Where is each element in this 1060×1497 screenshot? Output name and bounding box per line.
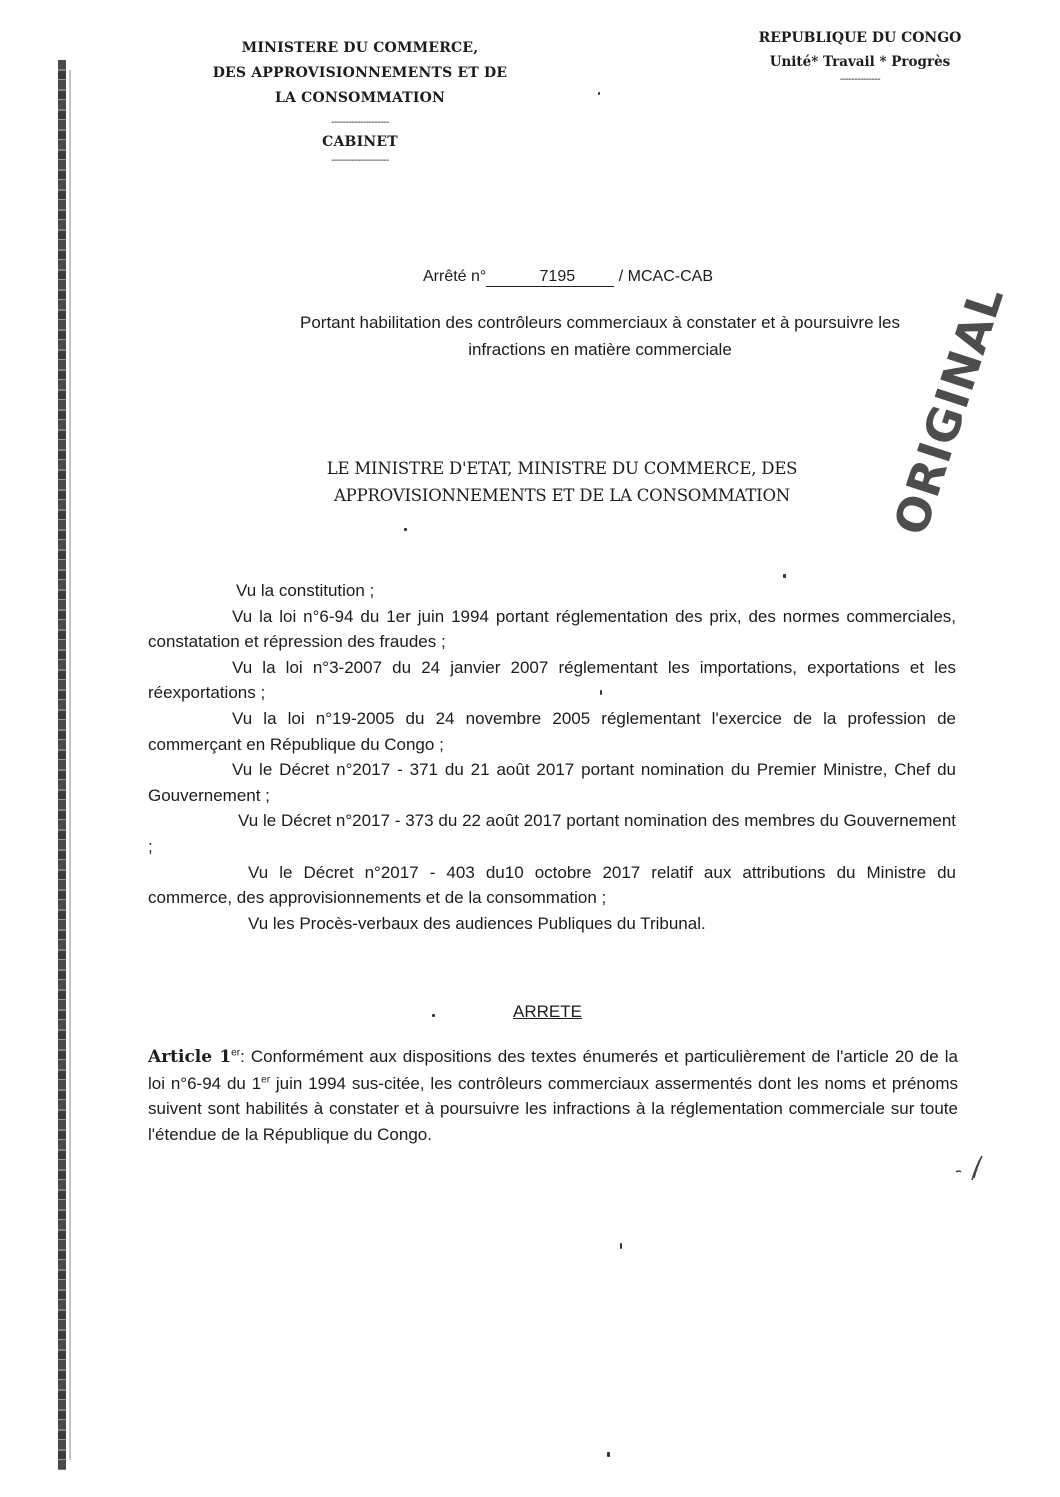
arrete-number-suffix: / MCAC-CAB xyxy=(618,268,713,285)
minister-line-1: LE MINISTRE D'ETAT, MINISTRE DU COMMERCE, DES xyxy=(326,459,798,478)
subject-line-2: infractions en matière commerciale xyxy=(468,340,732,359)
article-1-text-a: : Conformément aux dispositions des textes énumerés et particulièrement de l'article 20 de la loi n°6-94 du 1 xyxy=(148,1047,958,1093)
scan-speck xyxy=(600,690,602,695)
article-1 xyxy=(148,1044,958,1147)
ministry-line-3: LA CONSOMMATION xyxy=(274,90,446,106)
visas-section xyxy=(148,578,956,936)
article-1-text-b: juin 1994 sus-citée, les contrôleurs commerciaux assermentés dont les noms et prénoms suivent sont habilités à constater et à poursuivre les infractions à la réglementation commerciale sur toute l'étendue de la République du Congo. xyxy=(148,1073,959,1144)
ministry-header xyxy=(180,36,540,167)
cabinet-separator: -------------------- xyxy=(331,155,389,166)
republic-name: REPUBLIQUE DU CONGO xyxy=(758,30,962,46)
article-1-label: Article 1 xyxy=(148,1047,232,1067)
visa-item: Vu la loi n°3-2007 du 24 janvier 2007 réglementant les importations, exportations et les réexportations ; xyxy=(148,657,956,703)
visa-item: Vu la loi n°6-94 du 1er juin 1994 portant réglementation des prix, des normes commerciales, constatation et répression des fraudes ; xyxy=(148,606,956,652)
arrete-number-prefix: Arrêté n° xyxy=(423,268,487,285)
original-stamp xyxy=(828,279,1015,550)
minister-line-2: APPROVISIONNEMENTS ET DE LA CONSOMMATION xyxy=(333,486,791,505)
republic-header xyxy=(735,26,985,86)
article-1-label-sup: er xyxy=(231,1047,241,1059)
ministry-line-1: MINISTERE DU COMMERCE, xyxy=(241,40,479,56)
article-1-text xyxy=(148,1044,958,1147)
visa-item: Vu la loi n°19-2005 du 24 novembre 2005 réglementant l'exercice de la profession de commerçant en République du Congo ; xyxy=(148,708,956,754)
visa-item: Vu le Décret n°2017 - 373 du 22 août 2017 portant nomination des membres du Gouvernement ; xyxy=(148,811,956,856)
scan-speck xyxy=(607,1452,610,1457)
article-1-text-sup: er xyxy=(261,1073,271,1085)
arrete-subject xyxy=(200,309,1000,363)
scan-speck xyxy=(404,528,407,531)
republic-motto: Unité* Travail * Progrès xyxy=(769,54,951,70)
pen-mark-icon xyxy=(950,1150,990,1190)
republic-separator: -------------- xyxy=(839,74,881,85)
arrete-number xyxy=(423,268,713,287)
scan-speck xyxy=(783,574,786,578)
visa-item: Vu le Décret n°2017 - 371 du 21 août 2017 portant nomination du Premier Ministre, Chef du Gouvernement ; xyxy=(148,760,956,805)
minister-title xyxy=(282,455,842,509)
arrete-number-blank-right xyxy=(586,268,614,287)
arrete-heading: ARRETE xyxy=(513,1002,582,1021)
visa-item: Vu les Procès-verbaux des audiences Publiques du Tribunal. xyxy=(248,913,706,933)
scan-binding-edge-line xyxy=(69,70,71,1460)
arrete-number-value: 7195 xyxy=(528,268,586,287)
visa-item: Vu le Décret n°2017 - 403 du10 octobre 2017 relatif aux attributions du Ministre du commerce, des approvisionnements et de la consommation ; xyxy=(148,862,956,908)
arrete-number-blank-left xyxy=(486,268,528,287)
visa-item: Vu la constitution ; xyxy=(236,581,375,600)
ministry-line-2: DES APPROVISIONNEMENTS ET DE xyxy=(212,65,508,81)
ministry-separator: -------------------- xyxy=(331,117,389,128)
scan-speck xyxy=(432,1014,435,1017)
scan-speck xyxy=(598,92,600,95)
subject-line-1: Portant habilitation des contrôleurs commerciaux à constater et à poursuivre les xyxy=(299,313,901,332)
cabinet-label: CABINET xyxy=(322,134,398,150)
original-stamp-text: ORIGINAL xyxy=(883,279,1015,542)
scan-binding-edge xyxy=(58,60,66,1470)
scan-speck xyxy=(620,1243,622,1249)
